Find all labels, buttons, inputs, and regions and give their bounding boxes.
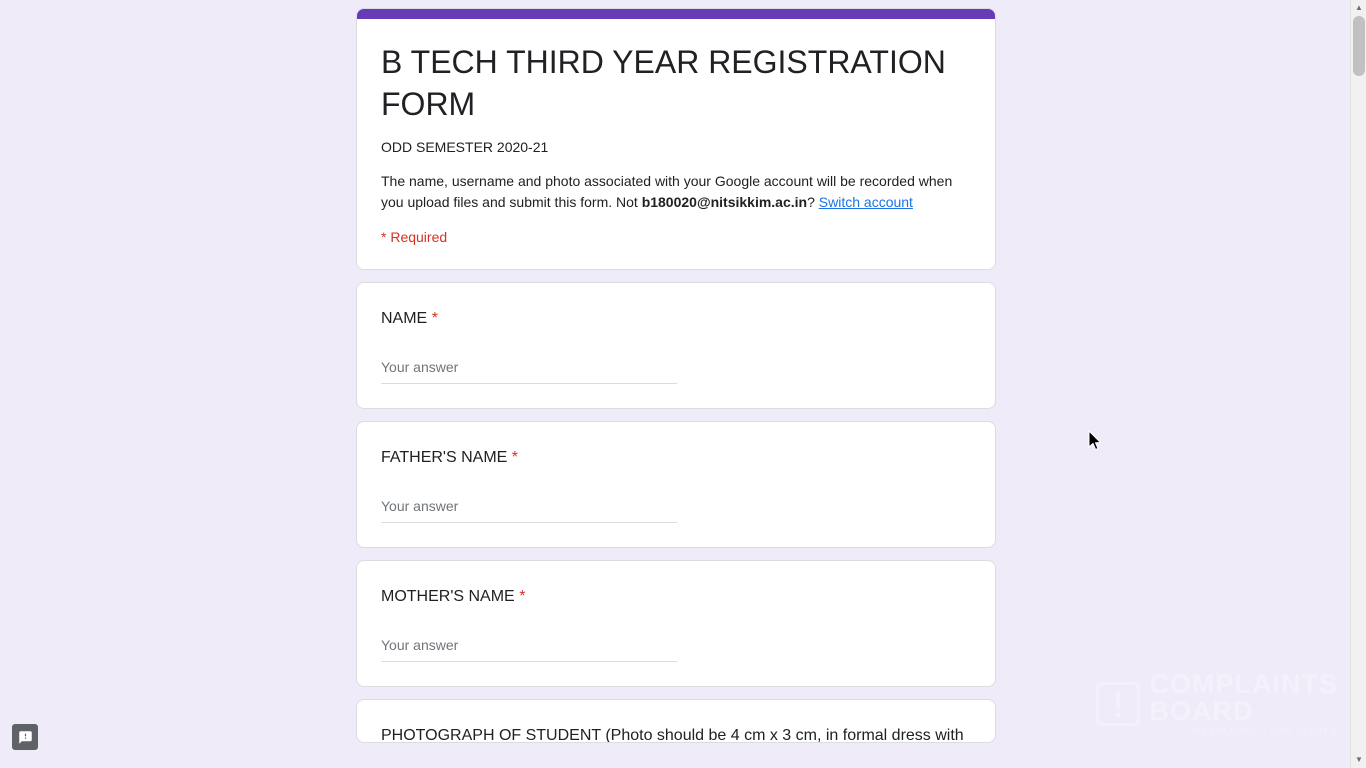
account-email: b180020@nitsikkim.ac.in: [641, 194, 808, 210]
question-card-mothers-name: [356, 560, 996, 687]
question-label-name: [381, 307, 971, 331]
watermark: [1096, 671, 1339, 736]
required-asterisk: *: [431, 310, 438, 327]
question-label-photograph: PHOTOGRAPH OF STUDENT (Photo should be 4 cm x 3 cm, in formal dress with: [381, 727, 964, 743]
switch-account-link[interactable]: Switch account: [818, 194, 913, 210]
required-asterisk: *: [511, 449, 519, 466]
feedback-button[interactable]: [12, 724, 38, 750]
required-asterisk: *: [519, 588, 526, 605]
question-label-text: MOTHER'S NAME: [381, 588, 515, 605]
scroll-up-arrow-icon[interactable]: ▲: [1355, 3, 1363, 12]
account-note-text: The name, username and photo associated with your Google account will be recorded when you upload files and submit this form. Not: [381, 173, 953, 210]
question-label-mothers-name: [381, 585, 971, 609]
form-subtitle: ODD SEMESTER 2020-21: [381, 139, 549, 155]
question-label-text: FATHER'S NAME: [381, 449, 508, 466]
form-header-card: [356, 8, 996, 270]
account-note-mid: ?: [807, 194, 819, 210]
watermark-line-2: BOARD: [1149, 696, 1254, 726]
answer-input-mothers-name[interactable]: [381, 637, 677, 662]
question-card-photograph: [356, 699, 996, 743]
form-accent-bar: [357, 9, 995, 19]
watermark-line-1: COMPLAINTS: [1149, 669, 1338, 699]
mouse-cursor-icon: [1088, 430, 1102, 452]
watermark-icon: [1096, 682, 1140, 726]
answer-input-name[interactable]: [381, 359, 677, 384]
scroll-down-arrow-icon[interactable]: ▼: [1355, 755, 1363, 764]
question-label-text: NAME: [381, 310, 428, 327]
answer-input-fathers-name[interactable]: [381, 498, 677, 523]
account-note: [381, 171, 971, 213]
form-container: [356, 8, 996, 755]
vertical-scrollbar[interactable]: [1350, 0, 1366, 768]
watermark-text: [1150, 671, 1339, 736]
question-card-fathers-name: [356, 421, 996, 548]
page-title: B TECH THIRD YEAR REGISTRATION FORM: [381, 44, 946, 122]
question-card-name: [356, 282, 996, 409]
scrollbar-thumb[interactable]: [1353, 16, 1365, 76]
required-note: * Required: [381, 229, 448, 245]
question-label-fathers-name: [381, 446, 971, 470]
feedback-icon: [18, 730, 33, 745]
watermark-subtitle: RESOLVING YOUR ISSUES: [1192, 726, 1338, 736]
